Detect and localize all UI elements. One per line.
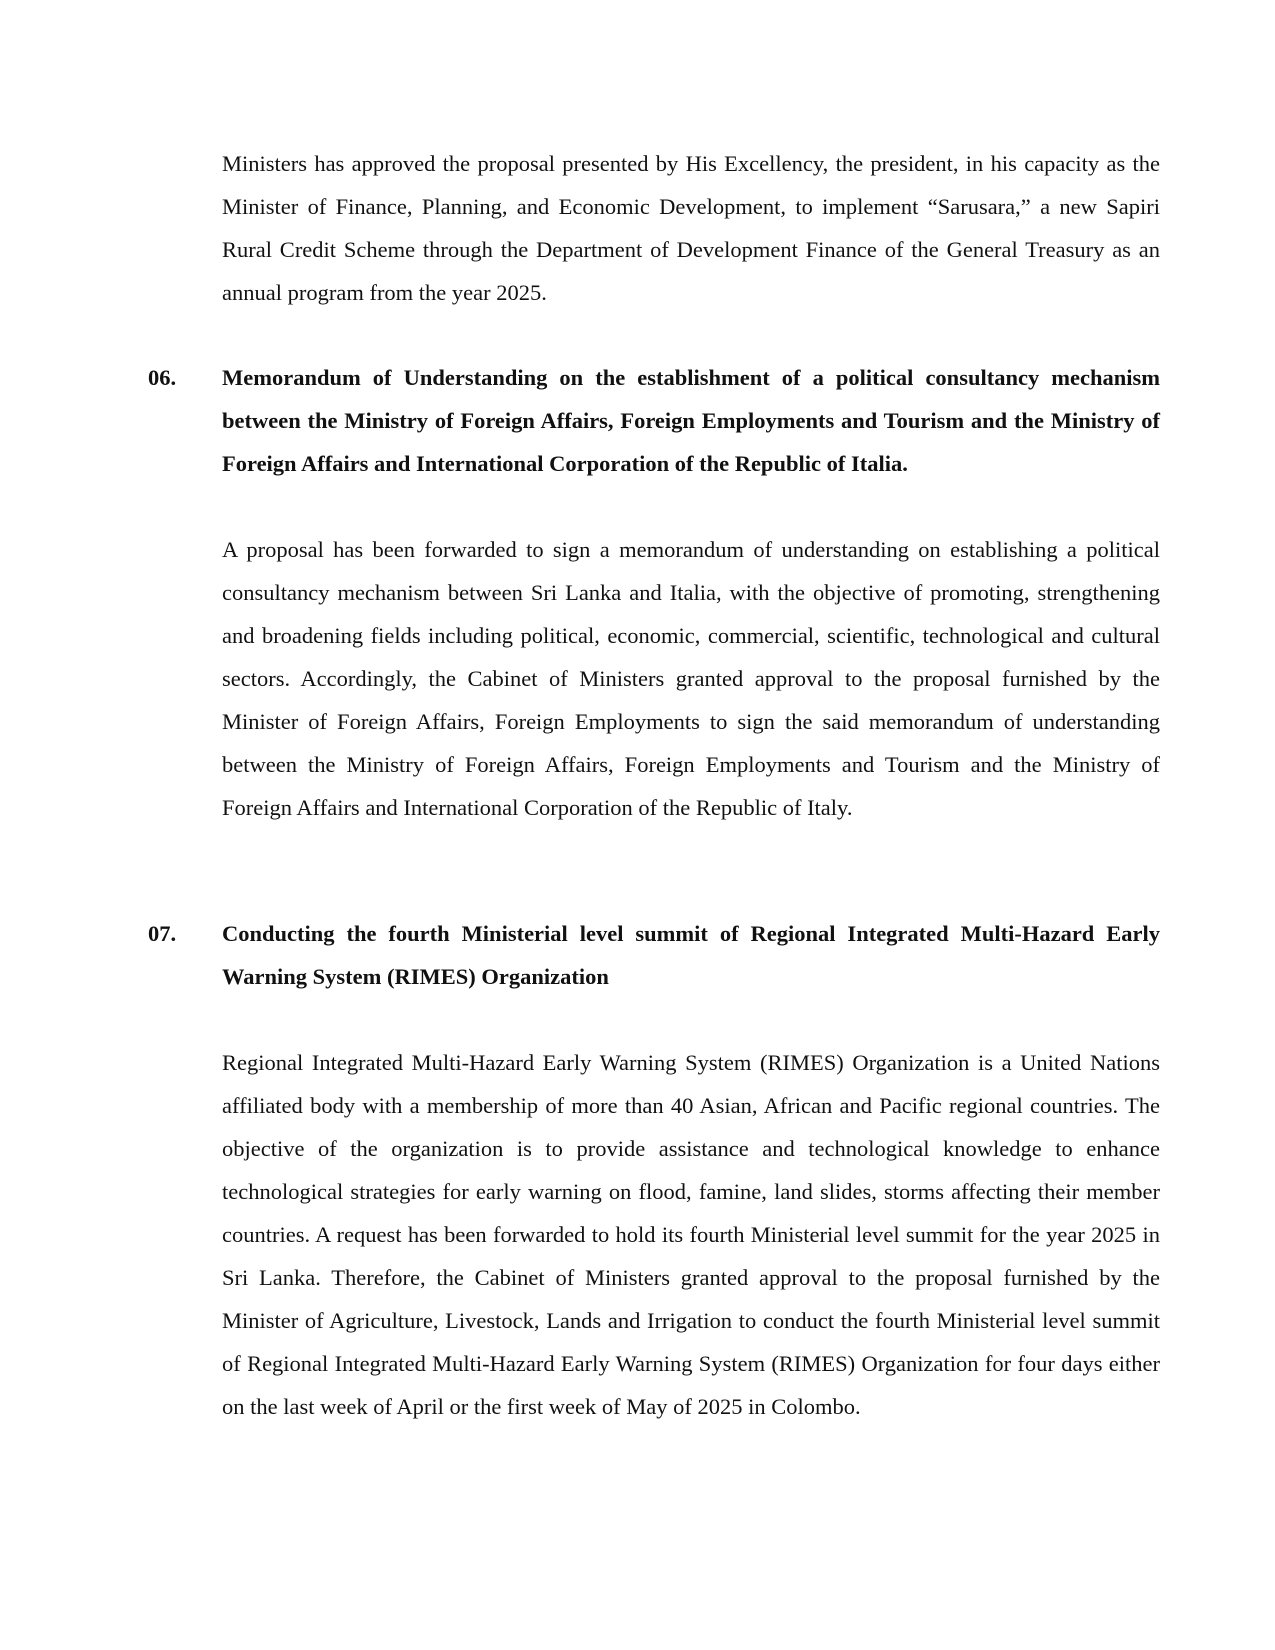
item-body-06: A proposal has been forwarded to sign a memorandum of understanding on establishing a political consultancy mechanism between Sri Lanka and Italia, with the objective of promoting, strengthening and broadening fields including political, economic, commercial, scientific, technological and cultural sectors. Accordingly, the Cabinet of Ministers granted approval to the proposal furnished by the Minister of Foreign Affairs, Foreign Employments to sign the said memorandum of understanding between the Ministry of Foreign Affairs, Foreign Employments and Tourism and the Ministry of Foreign Affairs and International Corporation of the Republic of Italy. [222,537,1160,820]
item-heading-07: Conducting the fourth Ministerial level summit of Regional Integrated Multi-Hazard Early Warning System (RIMES) Organization [222,921,1160,989]
item-body-07: Regional Integrated Multi-Hazard Early Warning System (RIMES) Organization is a United Nations affiliated body with a membership of more than 40 Asian, African and Pacific regional countries. The objective of the organization is to provide assistance and technological knowledge to enhance technological strategies for early warning on flood, famine, land slides, storms affecting their member countries. A request has been forwarded to hold its fourth Ministerial level summit for the year 2025 in Sri Lanka. Therefore, the Cabinet of Ministers granted approval to the proposal furnished by the Minister of Agriculture, Livestock, Lands and Irrigation to conduct the fourth Ministerial level summit of Regional Integrated Multi-Hazard Early Warning System (RIMES) Organization for four days either on the last week of April or the first week of May of 2025 in Colombo. [222,1050,1160,1419]
continuation-paragraph: Ministers has approved the proposal presented by His Excellency, the president, in his capacity as the Minister of Finance, Planning, and Economic Development, to implement “Sarusara,” a new Sapiri Rural Credit Scheme through the Department of Development Finance of the General Treasury as an annual program from the year 2025. [222,151,1160,305]
item-number-07: 07. [148,921,177,946]
item-number-06: 06. [148,365,177,390]
item-heading-06: Memorandum of Understanding on the establishment of a political consultancy mechanism between the Ministry of Foreign Affairs, Foreign Employments and Tourism and the Ministry of Foreign Affairs and International Corporation of the Republic of Italia. [222,365,1160,476]
